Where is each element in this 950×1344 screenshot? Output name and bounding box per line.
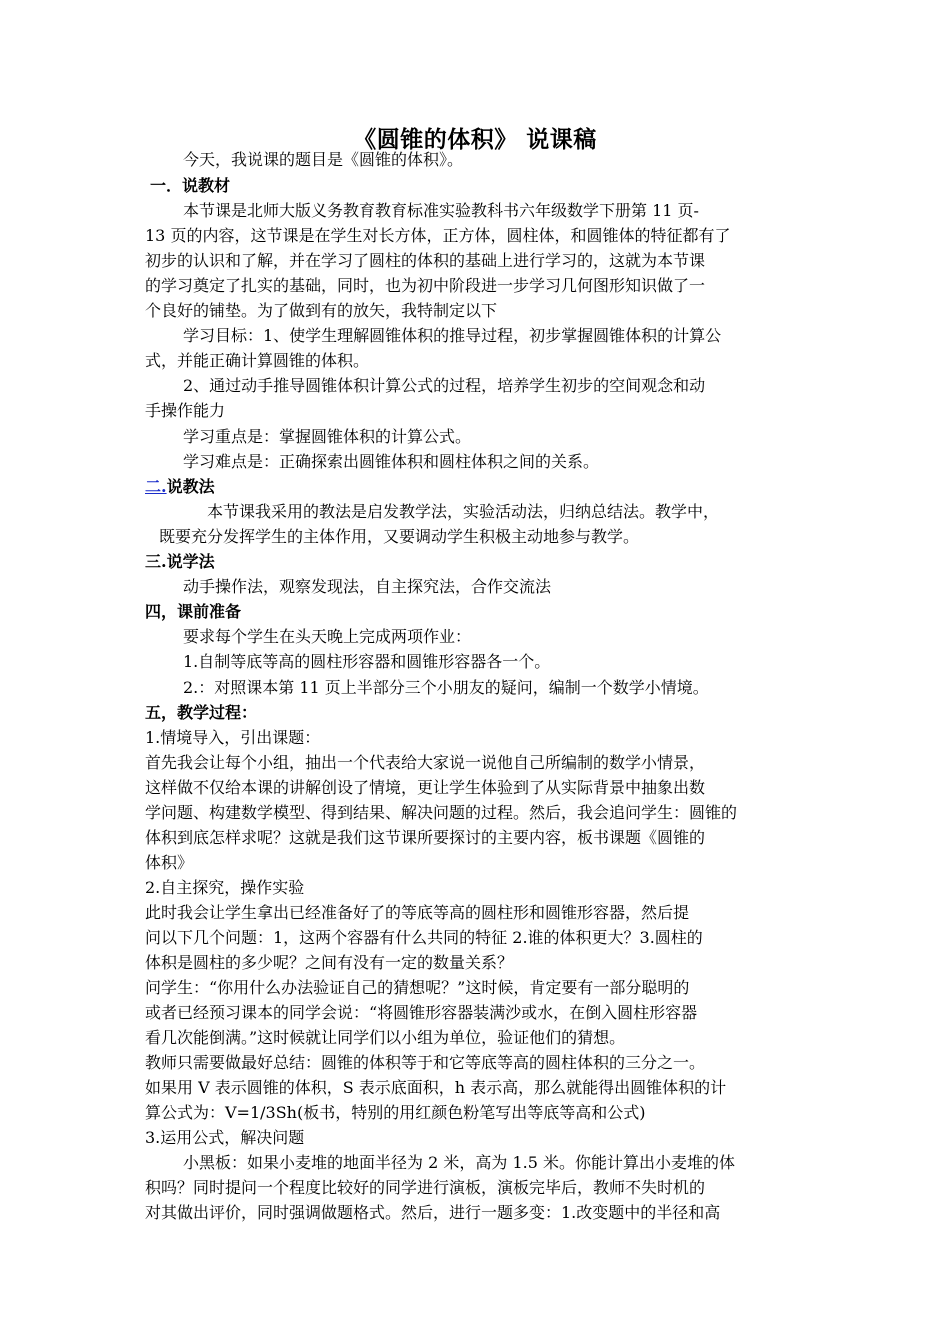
section1-heading: 一．说教材 [150,176,231,195]
learning-key-point: 学习重点是：掌握圆锥体积的计算公式。 [183,427,472,446]
section1-paragraph-line: 个良好的铺垫。为了做到有的放矢，我特制定以下 [145,301,498,320]
step2-title: 2.自主探究，操作实验 [145,878,305,897]
step1-line: 体积》 [145,853,194,872]
section3-heading: 三.说学法 [145,552,215,571]
section2-heading-text: 说教法 [166,477,215,496]
intro-line: 今天，我说课的题目是《圆锥的体积》。 [183,150,464,169]
learning-goal-1-line: 式，并能正确计算圆锥的体积。 [145,351,370,370]
step2-line: 算公式为：V=1/3Sh(板书，特别的用红颜色粉笔写出等底等高和公式) [145,1103,646,1122]
step2-line: 问学生：“你用什么办法验证自己的猜想呢？”这时候，肯定要有一部分聪明的 [145,978,690,997]
learning-goal-2-line: 2、通过动手推导圆锥体积计算公式的过程，培养学生初步的空间观念和动 [183,376,706,395]
section4-paragraph: 1.自制等底等高的圆柱形容器和圆锥形容器各一个。 [183,652,551,671]
section4-paragraph: 要求每个学生在头天晚上完成两项作业： [183,627,472,646]
step1-line: 首先我会让每个小组，抽出一个代表给大家说一说他自己所编制的数学小情景， [145,753,706,772]
step2-line: 问以下几个问题：1，这两个容器有什么共同的特征 2.谁的体积更大？3.圆柱的 [145,928,703,947]
step3-line: 积吗？同时提问一个程度比较好的同学进行演板，演板完毕后，教师不失时机的 [145,1178,706,1197]
section1-paragraph-line: 13 页的内容，这节课是在学生对长方体，正方体，圆柱体，和圆锥体的特征都有了 [145,226,731,245]
step2-line: 看几次能倒满。”这时候就让同学们以小组为单位，验证他们的猜想。 [145,1028,626,1047]
step3-title: 3.运用公式，解决问题 [145,1128,305,1147]
step1-line: 体积到底怎样求呢？这就是我们这节课所要探讨的主要内容，板书课题《圆锥的 [145,828,706,847]
section4-heading: 四，课前准备 [145,602,242,621]
section2-heading [145,475,815,499]
section1-paragraph-line: 初步的认识和了解，并在学习了圆柱的体积的基础上进行学习的，这就为本节课 [145,251,706,270]
step1-line: 这样做不仅给本课的讲解创设了情境，更让学生体验到了从实际背景中抽象出数 [145,778,706,797]
section2-paragraph-line: 本节课我采用的教法是启发教学法，实验活动法，归纳总结法。教学中， [207,502,720,521]
learning-goal-1-line: 学习目标：1、使学生理解圆锥体积的推导过程，初步掌握圆锥体积的计算公 [183,326,722,345]
step1-line: 学问题、构建数学模型、得到结果、解决问题的过程。然后，我会追问学生：圆锥的 [145,803,738,822]
section4-paragraph: 2.：对照课本第 11 页上半部分三个小朋友的疑问，编制一个数学小情境。 [183,678,709,697]
section2-heading-number: 二. [145,477,167,496]
step3-line: 小黑板：如果小麦堆的地面半径为 2 米，高为 1.5 米。你能计算出小麦堆的体 [183,1153,735,1172]
document-title: 《圆锥的体积》 说课稿 [353,126,597,153]
step2-line: 体积是圆柱的多少呢？之间有没有一定的数量关系？ [145,953,514,972]
learning-difficulty: 学习难点是：正确探索出圆锥体积和圆柱体积之间的关系。 [183,452,600,471]
section1-paragraph-line: 的学习奠定了扎实的基础，同时，也为初中阶段进一步学习几何图形知识做了一 [145,276,706,295]
step2-line: 或者已经预习课本的同学会说：“将圆锥形容器装满沙或水，在倒入圆柱形容器 [145,1003,698,1022]
section5-heading: 五，教学过程： [145,703,258,722]
step1-title: 1.情境导入，引出课题： [145,728,321,747]
section3-paragraph: 动手操作法，观察发现法，自主探究法，合作交流法 [183,577,552,596]
step2-line: 如果用 V 表示圆锥的体积，S 表示底面积，h 表示高，那么就能得出圆锥体积的计 [145,1078,727,1097]
section2-paragraph-line: 既要充分发挥学生的主体作用，又要调动学生积极主动地参与教学。 [159,527,640,546]
learning-goal-2-line: 手操作能力 [145,401,226,420]
step2-line: 此时我会让学生拿出已经准备好了的等底等高的圆柱形和圆锥形容器，然后提 [145,903,690,922]
step3-line: 对其做出评价，同时强调做题格式。然后，进行一题多变：1.改变题中的半径和高 [145,1203,721,1222]
section1-paragraph-line: 本节课是北师大版义务教育教育标准实验教科书六年级数学下册第 11 页- [183,201,699,220]
step2-line: 教师只需要做最好总结：圆锥的体积等于和它等底等高的圆柱体积的三分之一。 [145,1053,706,1072]
